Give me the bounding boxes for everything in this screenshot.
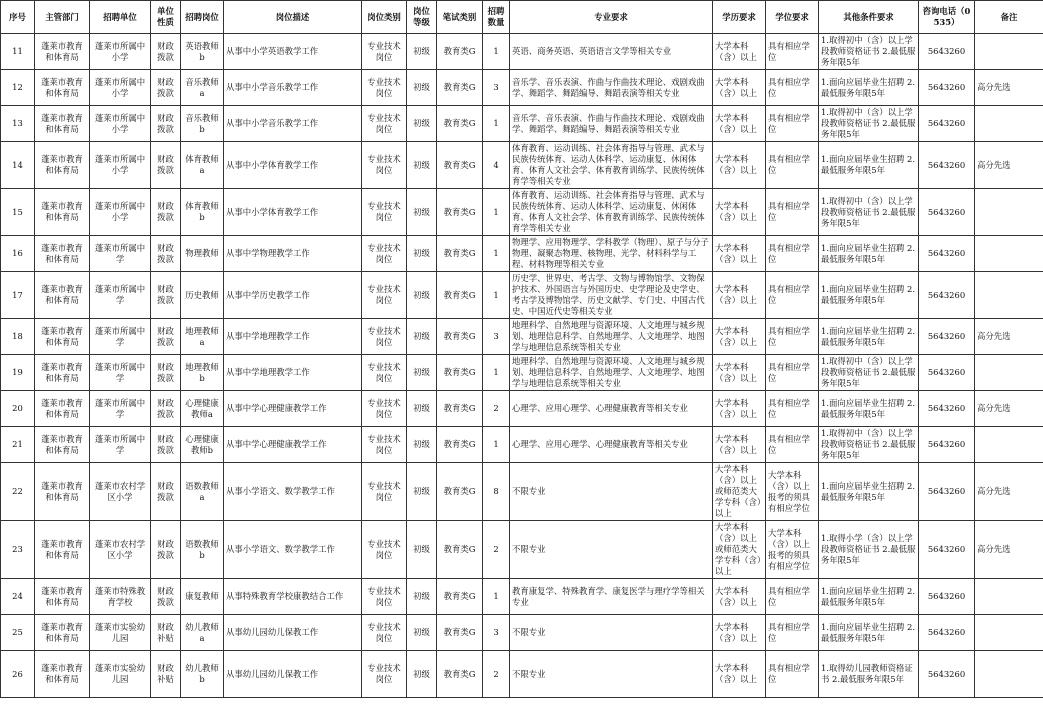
col-header-nature: 单位性质 (151, 1, 181, 34)
cell-count: 3 (483, 70, 510, 106)
cell-major: 不限专业 (510, 651, 713, 698)
col-header-education: 学历要求 (713, 1, 766, 34)
cell-major: 体育教育、运动训练、社会体育指导与管理、武术与民族传统体育、运动人体科学、运动康复、休闲体育、体育人文社会学、体育教育训练学、民族传统体育学等相关专业 (510, 189, 713, 236)
cell-level: 初级 (407, 391, 437, 427)
cell-education: 大学本科（含）以上 (713, 615, 766, 651)
cell-count: 1 (483, 189, 510, 236)
cell-desc: 从事中小学体育教学工作 (224, 189, 362, 236)
cell-post: 英语教师b (181, 34, 224, 70)
cell-unit: 蓬莱市所属中学 (90, 236, 151, 272)
cell-category: 专业技术岗位 (362, 142, 407, 189)
cell-major: 教育康复学、特殊教育学、康复医学与理疗学等相关专业 (510, 579, 713, 615)
cell-no: 24 (1, 579, 35, 615)
cell-note (975, 355, 1043, 391)
cell-nature: 财政补贴 (151, 615, 181, 651)
cell-count: 1 (483, 236, 510, 272)
cell-nature: 财政拨款 (151, 319, 181, 355)
cell-count: 1 (483, 427, 510, 463)
cell-level: 初级 (407, 236, 437, 272)
cell-phone: 5643260 (919, 427, 975, 463)
cell-no: 21 (1, 427, 35, 463)
cell-level: 初级 (407, 189, 437, 236)
col-header-degree: 学位要求 (766, 1, 819, 34)
cell-education: 大学本科（含）以上 (713, 236, 766, 272)
cell-education: 大学本科（含）以上 (713, 189, 766, 236)
cell-no: 22 (1, 463, 35, 521)
cell-exam: 教育类G (437, 272, 483, 319)
cell-no: 13 (1, 106, 35, 142)
cell-category: 专业技术岗位 (362, 272, 407, 319)
cell-note: 高分先选 (975, 521, 1043, 579)
cell-post: 康复教师 (181, 579, 224, 615)
cell-education: 大学本科（含）以上 (713, 34, 766, 70)
cell-major: 心理学、应用心理学、心理健康教育等相关专业 (510, 391, 713, 427)
cell-level: 初级 (407, 463, 437, 521)
cell-level: 初级 (407, 355, 437, 391)
cell-exam: 教育类G (437, 651, 483, 698)
cell-note (975, 106, 1043, 142)
cell-level: 初级 (407, 319, 437, 355)
cell-major: 音乐学、音乐表演、作曲与作曲技术理论、戏剧戏曲学、舞蹈学、舞蹈编导、舞蹈表演等相关专业 (510, 106, 713, 142)
cell-post: 体育教师a (181, 142, 224, 189)
cell-degree: 具有相应学位 (766, 34, 819, 70)
cell-education: 大学本科（含）以上 (713, 651, 766, 698)
cell-education: 大学本科（含）以上或师范类大学专科（含）以上 (713, 521, 766, 579)
col-header-no: 序号 (1, 1, 35, 34)
cell-degree: 具有相应学位 (766, 142, 819, 189)
cell-post: 心理健康教师b (181, 427, 224, 463)
cell-other: 1.取得幼儿园教师资格证书 2.最低服务年限5年 (819, 651, 919, 698)
cell-desc: 从事小学语文、数学教学工作 (224, 521, 362, 579)
cell-exam: 教育类G (437, 521, 483, 579)
cell-degree: 大学本科（含）以上报考的须具有相应学位 (766, 521, 819, 579)
cell-education: 大学本科（含）以上 (713, 355, 766, 391)
cell-other: 1.面向应届毕业生招聘 2.最低服务年限5年 (819, 236, 919, 272)
col-header-dept: 主管部门 (35, 1, 90, 34)
cell-education: 大学本科（含）以上或师范类大学专科（含）以上 (713, 463, 766, 521)
cell-desc: 从事中学心理健康教学工作 (224, 391, 362, 427)
cell-count: 8 (483, 463, 510, 521)
cell-degree: 具有相应学位 (766, 651, 819, 698)
cell-unit: 蓬莱市所属中学 (90, 391, 151, 427)
cell-note (975, 236, 1043, 272)
cell-level: 初级 (407, 579, 437, 615)
cell-degree: 具有相应学位 (766, 272, 819, 319)
cell-desc: 从事中小学英语教学工作 (224, 34, 362, 70)
cell-major: 不限专业 (510, 615, 713, 651)
cell-phone: 5643260 (919, 355, 975, 391)
cell-post: 幼儿教师b (181, 651, 224, 698)
cell-dept: 蓬莱市教育和体育局 (35, 106, 90, 142)
cell-exam: 教育类G (437, 106, 483, 142)
col-header-post: 招聘岗位 (181, 1, 224, 34)
cell-exam: 教育类G (437, 34, 483, 70)
cell-count: 3 (483, 319, 510, 355)
cell-level: 初级 (407, 521, 437, 579)
col-header-phone: 咨询电话（0535） (919, 1, 975, 34)
table-body (1, 34, 1043, 698)
cell-nature: 财政拨款 (151, 463, 181, 521)
cell-exam: 教育类G (437, 579, 483, 615)
cell-dept: 蓬莱市教育和体育局 (35, 34, 90, 70)
cell-unit: 蓬莱市农村学区小学 (90, 521, 151, 579)
cell-major: 不限专业 (510, 521, 713, 579)
cell-degree: 具有相应学位 (766, 615, 819, 651)
cell-dept: 蓬莱市教育和体育局 (35, 189, 90, 236)
col-header-exam: 笔试类别 (437, 1, 483, 34)
cell-level: 初级 (407, 651, 437, 698)
table-row (1, 189, 1043, 236)
cell-dept: 蓬莱市教育和体育局 (35, 391, 90, 427)
cell-other: 1.面向应届毕业生招聘 2.最低服务年限5年 (819, 319, 919, 355)
cell-note: 高分先选 (975, 142, 1043, 189)
cell-exam: 教育类G (437, 319, 483, 355)
cell-desc: 从事幼儿园幼儿保教工作 (224, 651, 362, 698)
cell-exam: 教育类G (437, 427, 483, 463)
cell-category: 专业技术岗位 (362, 391, 407, 427)
cell-category: 专业技术岗位 (362, 463, 407, 521)
table-row (1, 521, 1043, 579)
cell-unit: 蓬莱市实验幼儿园 (90, 615, 151, 651)
cell-nature: 财政拨款 (151, 70, 181, 106)
cell-unit: 蓬莱市所属中小学 (90, 189, 151, 236)
cell-category: 专业技术岗位 (362, 34, 407, 70)
cell-nature: 财政拨款 (151, 521, 181, 579)
cell-category: 专业技术岗位 (362, 521, 407, 579)
cell-category: 专业技术岗位 (362, 615, 407, 651)
cell-unit: 蓬莱市特殊教育学校 (90, 579, 151, 615)
cell-exam: 教育类G (437, 463, 483, 521)
cell-dept: 蓬莱市教育和体育局 (35, 355, 90, 391)
cell-other: 1.取得小学（含）以上学段教师资格证书 2.最低服务年限5年 (819, 521, 919, 579)
cell-no: 16 (1, 236, 35, 272)
cell-unit: 蓬莱市所属中学 (90, 319, 151, 355)
cell-category: 专业技术岗位 (362, 651, 407, 698)
cell-post: 体育教师b (181, 189, 224, 236)
cell-major: 物理学、应用物理学、学科教学（物理）、原子与分子物理、凝聚态物理、核物理、光学、材料科学与工程、材料物理等相关专业 (510, 236, 713, 272)
cell-education: 大学本科（含）以上 (713, 391, 766, 427)
cell-post: 音乐教师b (181, 106, 224, 142)
cell-category: 专业技术岗位 (362, 319, 407, 355)
col-header-category: 岗位类别 (362, 1, 407, 34)
cell-post: 地理教师b (181, 355, 224, 391)
cell-other: 1.取得初中（含）以上学段教师资格证书 2.最低服务年限5年 (819, 34, 919, 70)
cell-phone: 5643260 (919, 579, 975, 615)
cell-other: 1.面向应届毕业生招聘 2.最低服务年限5年 (819, 272, 919, 319)
cell-major: 音乐学、音乐表演、作曲与作曲技术理论、戏剧戏曲学、舞蹈学、舞蹈编导、舞蹈表演等相关专业 (510, 70, 713, 106)
cell-no: 23 (1, 521, 35, 579)
cell-no: 15 (1, 189, 35, 236)
cell-count: 4 (483, 142, 510, 189)
cell-nature: 财政拨款 (151, 427, 181, 463)
cell-count: 2 (483, 521, 510, 579)
cell-post: 历史教师 (181, 272, 224, 319)
col-header-desc: 岗位描述 (224, 1, 362, 34)
cell-note: 高分先选 (975, 463, 1043, 521)
cell-phone: 5643260 (919, 70, 975, 106)
cell-dept: 蓬莱市教育和体育局 (35, 142, 90, 189)
cell-category: 专业技术岗位 (362, 355, 407, 391)
cell-nature: 财政拨款 (151, 272, 181, 319)
table-row (1, 463, 1043, 521)
cell-major: 历史学、世界史、考古学、文物与博物馆学、文物保护技术、外国语言与外国历史、史学理论及史学史、考古学及博物馆学、历史文献学、专门史、中国古代史、中国近代史等相关专业 (510, 272, 713, 319)
cell-degree: 具有相应学位 (766, 579, 819, 615)
cell-category: 专业技术岗位 (362, 189, 407, 236)
cell-desc: 从事中学地理教学工作 (224, 319, 362, 355)
cell-education: 大学本科（含）以上 (713, 70, 766, 106)
cell-education: 大学本科（含）以上 (713, 106, 766, 142)
cell-phone: 5643260 (919, 521, 975, 579)
cell-note: 高分先选 (975, 319, 1043, 355)
cell-dept: 蓬莱市教育和体育局 (35, 615, 90, 651)
header-row (1, 1, 1043, 34)
cell-count: 1 (483, 579, 510, 615)
col-header-other: 其他条件要求 (819, 1, 919, 34)
cell-count: 2 (483, 391, 510, 427)
cell-education: 大学本科（含）以上 (713, 142, 766, 189)
cell-desc: 从事中小学音乐教学工作 (224, 70, 362, 106)
cell-dept: 蓬莱市教育和体育局 (35, 579, 90, 615)
table-row (1, 142, 1043, 189)
cell-phone: 5643260 (919, 34, 975, 70)
cell-phone: 5643260 (919, 615, 975, 651)
cell-level: 初级 (407, 34, 437, 70)
cell-unit: 蓬莱市所属中学 (90, 272, 151, 319)
cell-post: 语数教师b (181, 521, 224, 579)
cell-dept: 蓬莱市教育和体育局 (35, 319, 90, 355)
cell-desc: 从事中小学音乐教学工作 (224, 106, 362, 142)
col-header-unit: 招聘单位 (90, 1, 151, 34)
table-row (1, 355, 1043, 391)
cell-level: 初级 (407, 615, 437, 651)
cell-nature: 财政拨款 (151, 579, 181, 615)
cell-post: 音乐教师a (181, 70, 224, 106)
cell-unit: 蓬莱市实验幼儿园 (90, 651, 151, 698)
cell-count: 2 (483, 651, 510, 698)
cell-other: 1.取得初中（含）以上学段教师资格证书 2.最低服务年限5年 (819, 427, 919, 463)
cell-no: 18 (1, 319, 35, 355)
table-row (1, 651, 1043, 698)
cell-nature: 财政拨款 (151, 106, 181, 142)
cell-unit: 蓬莱市所属中学 (90, 427, 151, 463)
cell-unit: 蓬莱市所属中小学 (90, 106, 151, 142)
cell-phone: 5643260 (919, 463, 975, 521)
cell-other: 1.面向应届毕业生招聘 2.最低服务年限5年 (819, 391, 919, 427)
cell-degree: 具有相应学位 (766, 189, 819, 236)
cell-education: 大学本科（含）以上 (713, 319, 766, 355)
cell-note (975, 34, 1043, 70)
cell-major: 地理科学、自然地理与资源环境、人文地理与城乡规划、地理信息科学、自然地理学、人文地理学、地图学与地理信息系统等相关专业 (510, 355, 713, 391)
cell-nature: 财政拨款 (151, 34, 181, 70)
cell-note (975, 189, 1043, 236)
cell-phone: 5643260 (919, 142, 975, 189)
cell-category: 专业技术岗位 (362, 427, 407, 463)
cell-major: 英语、商务英语、英语语言文学等相关专业 (510, 34, 713, 70)
cell-other: 1.面向应届毕业生招聘 2.最低服务年限5年 (819, 579, 919, 615)
cell-nature: 财政拨款 (151, 391, 181, 427)
cell-major: 不限专业 (510, 463, 713, 521)
cell-level: 初级 (407, 272, 437, 319)
cell-phone: 5643260 (919, 189, 975, 236)
cell-desc: 从事幼儿园幼儿保教工作 (224, 615, 362, 651)
cell-dept: 蓬莱市教育和体育局 (35, 521, 90, 579)
cell-unit: 蓬莱市所属中学 (90, 355, 151, 391)
cell-exam: 教育类G (437, 70, 483, 106)
cell-major: 体育教育、运动训练、社会体育指导与管理、武术与民族传统体育、运动人体科学、运动康复、休闲体育、体育人文社会学、体育教育训练学、民族传统体育学等相关专业 (510, 142, 713, 189)
col-header-note: 备注 (975, 1, 1043, 34)
cell-desc: 从事中学物理教学工作 (224, 236, 362, 272)
cell-post: 心理健康教师a (181, 391, 224, 427)
cell-other: 1.面向应届毕业生招聘 2.最低服务年限5年 (819, 70, 919, 106)
cell-degree: 具有相应学位 (766, 391, 819, 427)
cell-other: 1.面向应届毕业生招聘 2.最低服务年限5年 (819, 142, 919, 189)
table-row (1, 391, 1043, 427)
cell-degree: 具有相应学位 (766, 319, 819, 355)
table-row (1, 272, 1043, 319)
cell-count: 3 (483, 615, 510, 651)
table-row (1, 579, 1043, 615)
cell-desc: 从事中学心理健康教学工作 (224, 427, 362, 463)
table-row (1, 319, 1043, 355)
cell-other: 1.面向应届毕业生招聘 2.最低服务年限5年 (819, 615, 919, 651)
cell-exam: 教育类G (437, 355, 483, 391)
cell-no: 14 (1, 142, 35, 189)
cell-no: 11 (1, 34, 35, 70)
cell-unit: 蓬莱市所属中小学 (90, 34, 151, 70)
cell-exam: 教育类G (437, 142, 483, 189)
table-row (1, 34, 1043, 70)
cell-count: 1 (483, 34, 510, 70)
cell-exam: 教育类G (437, 189, 483, 236)
cell-category: 专业技术岗位 (362, 579, 407, 615)
cell-dept: 蓬莱市教育和体育局 (35, 427, 90, 463)
cell-exam: 教育类G (437, 236, 483, 272)
table-row (1, 70, 1043, 106)
cell-phone: 5643260 (919, 391, 975, 427)
cell-other: 1.取得初中（含）以上学段教师资格证书 2.最低服务年限5年 (819, 189, 919, 236)
cell-other: 1.取得初中（含）以上学段教师资格证书 2.最低服务年限5年 (819, 355, 919, 391)
cell-post: 物理教师 (181, 236, 224, 272)
cell-note (975, 427, 1043, 463)
cell-post: 地理教师a (181, 319, 224, 355)
cell-other: 1.面向应届毕业生招聘 2.最低服务年限5年 (819, 463, 919, 521)
cell-count: 1 (483, 106, 510, 142)
cell-phone: 5643260 (919, 106, 975, 142)
cell-note (975, 272, 1043, 319)
col-header-count: 招聘数量 (483, 1, 510, 34)
cell-dept: 蓬莱市教育和体育局 (35, 236, 90, 272)
cell-no: 20 (1, 391, 35, 427)
table-row (1, 236, 1043, 272)
cell-level: 初级 (407, 142, 437, 189)
cell-note: 高分先选 (975, 70, 1043, 106)
cell-education: 大学本科（含）以上 (713, 579, 766, 615)
table-row (1, 615, 1043, 651)
cell-unit: 蓬莱市所属中小学 (90, 70, 151, 106)
cell-post: 语数教师a (181, 463, 224, 521)
table-row (1, 427, 1043, 463)
cell-major: 地理科学、自然地理与资源环境、人文地理与城乡规划、地理信息科学、自然地理学、人文地理学、地图学与地理信息系统等相关专业 (510, 319, 713, 355)
cell-degree: 具有相应学位 (766, 70, 819, 106)
cell-degree: 具有相应学位 (766, 236, 819, 272)
cell-note (975, 615, 1043, 651)
cell-level: 初级 (407, 106, 437, 142)
cell-phone: 5643260 (919, 651, 975, 698)
cell-note (975, 651, 1043, 698)
cell-count: 1 (483, 272, 510, 319)
cell-desc: 从事中学地理教学工作 (224, 355, 362, 391)
cell-unit: 蓬莱市所属中小学 (90, 142, 151, 189)
cell-nature: 财政拨款 (151, 236, 181, 272)
cell-note (975, 579, 1043, 615)
cell-degree: 大学本科（含）以上报考的须具有相应学位 (766, 463, 819, 521)
cell-nature: 财政拨款 (151, 142, 181, 189)
cell-no: 19 (1, 355, 35, 391)
table-row (1, 106, 1043, 142)
cell-nature: 财政拨款 (151, 189, 181, 236)
cell-post: 幼儿教师a (181, 615, 224, 651)
cell-exam: 教育类G (437, 615, 483, 651)
col-header-level: 岗位等级 (407, 1, 437, 34)
cell-degree: 具有相应学位 (766, 106, 819, 142)
cell-phone: 5643260 (919, 272, 975, 319)
cell-dept: 蓬莱市教育和体育局 (35, 463, 90, 521)
cell-count: 1 (483, 355, 510, 391)
cell-dept: 蓬莱市教育和体育局 (35, 651, 90, 698)
cell-dept: 蓬莱市教育和体育局 (35, 272, 90, 319)
cell-desc: 从事中小学体育教学工作 (224, 142, 362, 189)
col-header-major: 专业要求 (510, 1, 713, 34)
cell-phone: 5643260 (919, 236, 975, 272)
cell-degree: 具有相应学位 (766, 355, 819, 391)
cell-note: 高分先选 (975, 391, 1043, 427)
cell-no: 25 (1, 615, 35, 651)
cell-education: 大学本科（含）以上 (713, 427, 766, 463)
cell-phone: 5643260 (919, 319, 975, 355)
cell-category: 专业技术岗位 (362, 106, 407, 142)
cell-major: 心理学、应用心理学、心理健康教育等相关专业 (510, 427, 713, 463)
cell-nature: 财政拨款 (151, 355, 181, 391)
cell-education: 大学本科（含）以上 (713, 272, 766, 319)
cell-other: 1.取得初中（含）以上学段教师资格证书 2.最低服务年限5年 (819, 106, 919, 142)
cell-desc: 从事小学语文、数学教学工作 (224, 463, 362, 521)
cell-desc: 从事特殊教育学校康教结合工作 (224, 579, 362, 615)
cell-no: 12 (1, 70, 35, 106)
cell-unit: 蓬莱市农村学区小学 (90, 463, 151, 521)
cell-degree: 具有相应学位 (766, 427, 819, 463)
cell-desc: 从事中学历史教学工作 (224, 272, 362, 319)
cell-nature: 财政补贴 (151, 651, 181, 698)
cell-level: 初级 (407, 70, 437, 106)
cell-no: 17 (1, 272, 35, 319)
cell-dept: 蓬莱市教育和体育局 (35, 70, 90, 106)
cell-category: 专业技术岗位 (362, 236, 407, 272)
cell-no: 26 (1, 651, 35, 698)
cell-category: 专业技术岗位 (362, 70, 407, 106)
cell-level: 初级 (407, 427, 437, 463)
cell-exam: 教育类G (437, 391, 483, 427)
